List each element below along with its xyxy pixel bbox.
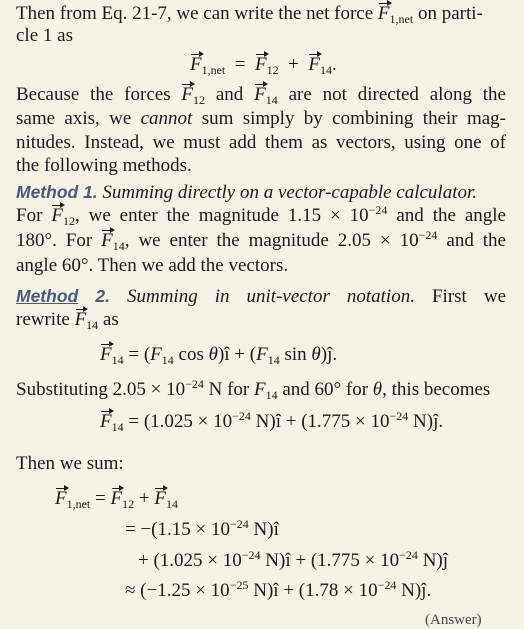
- intro-text: Then from Eq. 21-7, we can write the net force: [16, 3, 374, 24]
- equation-sum-4: ≈ ($-1.25 \times 10^{-25}$ N)î + ($1.78 \times 10^{-24}$ N)ĵ.: [125, 578, 432, 601]
- method-1-line-3: angle 60°. Then we add the vectors.: [16, 255, 289, 276]
- method-1-line-2: 180°. For $F_{14}$, we enter the magnitude $2.05 \times 10^{-24}$ and the: [16, 228, 506, 253]
- equation-sum-1: $F_{1,net} = F_{12} + F_{14}$: [55, 488, 178, 511]
- paragraph-1-line-2: same axis, we cannot sum simply by combining their mag-: [16, 108, 506, 129]
- vector-f1net: F: [377, 3, 390, 24]
- paragraph-1-line-1: Because the forces $F_{12}$ and $F_{14}$ are not directed along the: [16, 84, 506, 107]
- then-we-sum: Then we sum:: [16, 453, 124, 474]
- substitution-line: Substituting $2.05 \times 10^{-24}$ N for $F_{14}$ and 60° for θ, this becomes: [16, 377, 491, 402]
- answer-label: (Answer): [425, 612, 482, 628]
- method-2-heading: Method 2. Summing in unit-vector notation. First we: [16, 286, 506, 307]
- intro-tail: on parti-: [417, 3, 483, 24]
- method-1-heading: Method 1. Summing directly on a vector-capable calculator.: [16, 182, 478, 203]
- equation-f14-values: $F_{14} = (1.025 \times 10^{-24}$ N)î + ($1.775 \times 10^{-24}$ N)ĵ.: [100, 409, 444, 434]
- paragraph-1-line-3: nitudes. Instead, we must add them as vectors, using one of: [16, 132, 506, 153]
- equation-net-force: $F_{1,net} = F_{12} + F_{14}$.: [190, 54, 337, 77]
- intro-text-2: cle 1 as: [16, 25, 73, 46]
- intro-line-2: [16, 24, 73, 48]
- intro-line-1: Then from Eq. 21-7, we can write the net force $F_{1,net}$ on parti-: [16, 3, 483, 26]
- method-1-line-1: For $F_{12}$, we enter the magnitude $1.15 \times 10^{-24}$ and the angle: [16, 203, 506, 228]
- method-2-line-2: rewrite $F_{14}$ as: [16, 309, 119, 332]
- equation-sum-2: = $-(1.15 \times 10^{-24}$ N)î: [125, 517, 279, 540]
- equation-sum-3: + ($1.025 \times 10^{-24}$ N)î + ($1.775 \times 10^{-24}$ N)ĵ: [138, 548, 449, 571]
- equation-f14-components: $F_{14} = (F_{14}$ cos θ)î + ($F_{14}$ sin θ)ĵ.: [100, 344, 338, 367]
- paragraph-1-line-4: the following methods.: [16, 155, 192, 176]
